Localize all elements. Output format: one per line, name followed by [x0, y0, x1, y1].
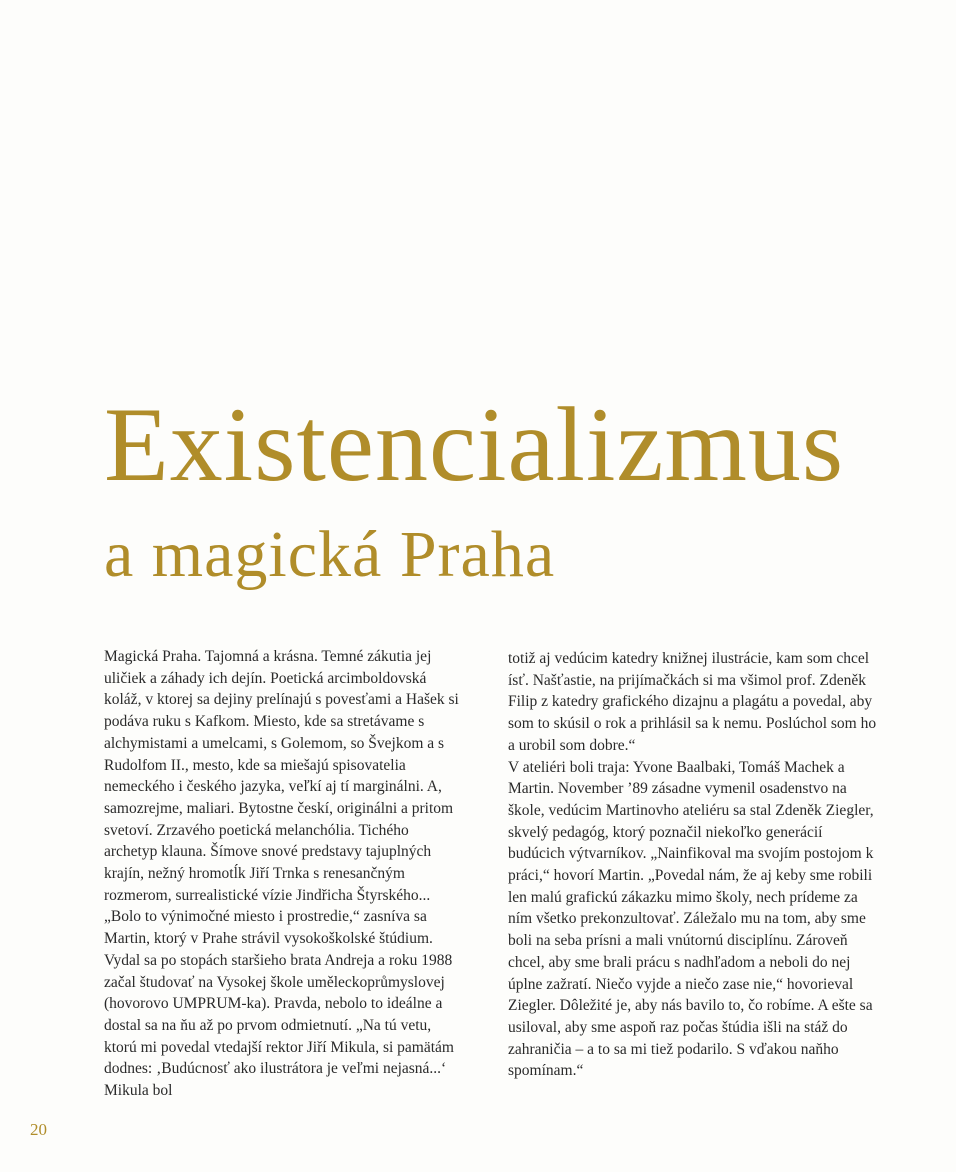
paragraph: V ateliéri boli traja: Yvone Baalbaki, Tomáš Machek a Martin. November ’89 zásadne vymenil osadenstvo na škole, vedúcim Martinovho ateliéru sa stal Zdeněk Ziegler, skvelý pedagóg, ktorý poznačil niekoľko generácií budúcich výtvarníkov. „Nainfikoval ma svojím postojom k práci,“ hovorí Martin. „Povedal nám, že aj keby sme robili len malú grafickú zákazku mimo školy, nech prídeme za ním všetko prekonzultovať. Záležalo mu na tom, aby sme boli na seba prísni a mali vnútornú disciplínu. Zároveň chcel, aby sme brali prácu s nadhľadom a neboli do nej úplne zažratí. Niečo vyjde a niečo zase nie,“ hovorieval Ziegler. Dôležité je, aby nás bavilo to, čo robíme. A ešte sa usiloval, aby sme aspoň raz počas štúdia išli na stáž do zahraničia – a to sa mi tiež podarilo. S vďakou naňho spomínam.“ — [508, 758, 874, 1080]
paragraph: „Bolo to výnimočné miesto i prostredie,“ zasníva sa Martin, ktorý v Prahe strávil vysokoškolské štúdium. Vydal sa po stopách staršieho brata Andreja a roku 1988 začal študovať na Vysokej škole uměleckoprůmyslovej (hovorovo UMPRUM-ka). Pravda, nebolo to ideálne a dostal sa na ňu až po prvom odmietnutí. „Na tú vetu, ktorú mi povedal vtedajší rektor Jiří Mikula, si pamätám dodnes: ‚Budúcnosť ako ilustrátora je veľmi nejasná...‘ Mikula bol — [104, 908, 454, 1100]
left-text-column — [104, 646, 462, 1102]
paragraph: Magická Praha. Tajomná a krásna. Temné zákutia jej uličiek a záhady ich dejín. Poetická arcimboldovská koláž, v ktorej sa dejiny prelínajú s povesťami a Hašek si podáva ruku s Kafkom. Miesto, kde sa stretávame s alchymistami a umelcami, s Golemom, so Švejkom a s Rudolfom II., mesto, kde sa miešajú spisovatelia nemeckého i českého jazyka, veľkí aj tí marginálni. A, samozrejme, maliari. Bytostne českí, originálni a pritom svetoví. Zrzavého poetická melanchólia. Tichého archetyp klauna. Šímove snové predstavy tajuplných krajín, nežný hromotĺk Jiří Trnka s renesančným rozmerom, surrealistické vízie Jindřicha Štyrského... — [104, 648, 459, 904]
article-title: Existencializmus — [104, 386, 845, 503]
paragraph: totiž aj vedúcim katedry knižnej ilustrácie, kam som chcel ísť. Našťastie, na prijímačkách si ma všimol prof. Zdeněk Filip z katedry grafického dizajnu a plagátu a povedal, aby som to skúsil o rok a prihlásil sa k nemu. Poslúchol som ho a urobil som dobre.“ — [508, 650, 877, 754]
article-subtitle: a magická Praha — [104, 518, 556, 591]
right-text-column — [508, 648, 878, 1082]
page-number: 20 — [30, 1120, 47, 1139]
